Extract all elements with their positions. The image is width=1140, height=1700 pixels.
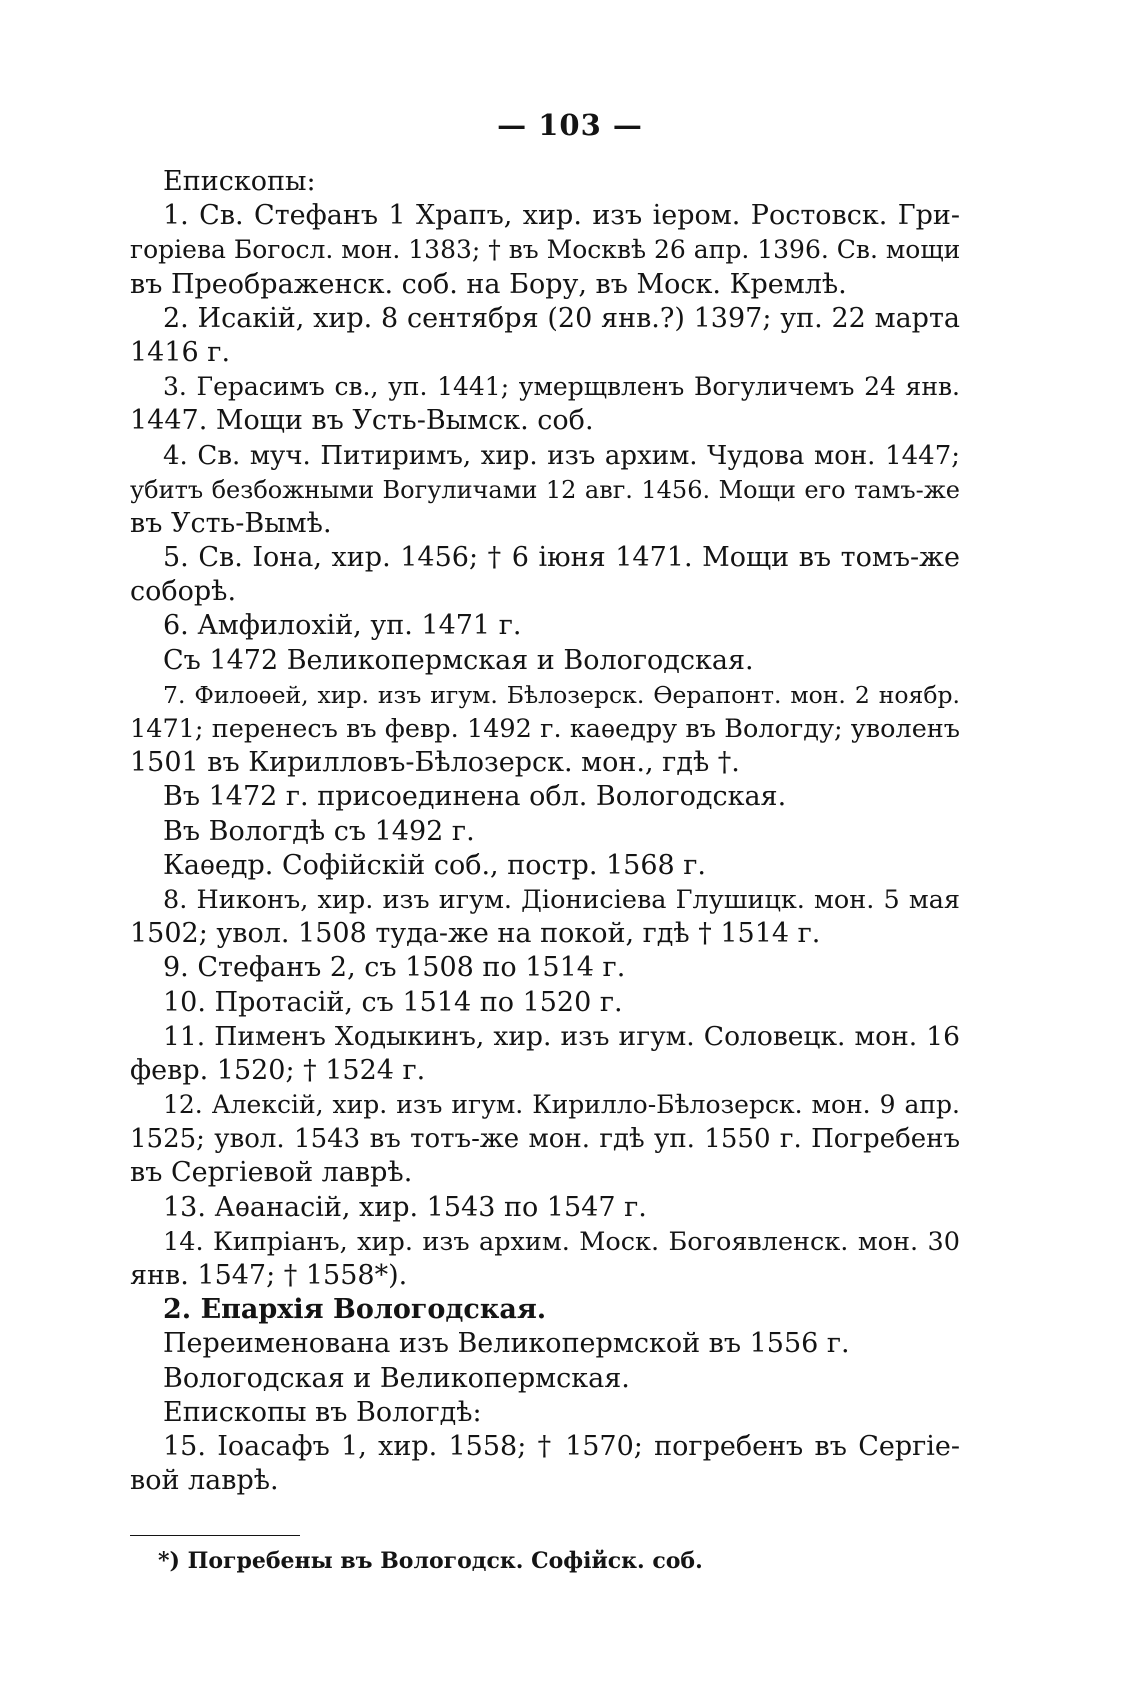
page-number: — 103 —: [497, 108, 643, 142]
text-line: 1525; увол. 1543 въ тотъ-же мон. гдѣ уп. 1550 г. Погребенъ: [130, 1124, 960, 1155]
text-line: янв. 1547; † 1558*).: [130, 1260, 408, 1291]
text-line: 14. Кипрiанъ, хир. изъ архим. Моск. Богоявленск. мон. 30: [163, 1226, 960, 1257]
text-line: Епископы въ Вологдѣ:: [163, 1396, 482, 1428]
text-line: горiева Богосл. мон. 1383; † въ Москвѣ 26 апр. 1396. Св. мощи: [130, 235, 960, 265]
text-line: 1416 г.: [130, 336, 231, 368]
text-line: 1. Св. Стефанъ 1 Храпъ, хир. изъ iером. Ростовск. Гри-: [163, 200, 960, 232]
text-line: Вологодская и Великопермская.: [163, 1362, 630, 1394]
text-line: въ Усть-Вымѣ.: [130, 507, 332, 539]
text-line: Съ 1472 Великопермская и Вологодская.: [163, 644, 754, 676]
text-line: 4. Св. муч. Питиримъ, хир. изъ архим. Чудова мон. 1447;: [163, 440, 960, 471]
text-line: 10. Протасiй, съ 1514 по 1520 г.: [163, 986, 623, 1018]
text-line: 3. Герасимъ св., уп. 1441; умерщвленъ Вогуличемъ 24 янв.: [163, 372, 960, 402]
text-line: 5. Св. Iона, хир. 1456; † 6 iюня 1471. Мощи въ томъ-же: [163, 542, 960, 574]
main-text: [130, 165, 960, 1498]
text-line: 11. Пименъ Ходыкинъ, хир. изъ игум. Соловецк. мон. 16: [163, 1020, 960, 1052]
text-line: 1502; увол. 1508 туда-же на покой, гдѣ † 1514 г.: [130, 918, 821, 950]
text-line: 9. Стефанъ 2, съ 1508 по 1514 г.: [163, 952, 626, 984]
text-line: 12. Алексiй, хир. изъ игум. Кирилло-Бѣлозерск. мон. 9 апр.: [163, 1090, 960, 1120]
text-line: вой лаврѣ.: [130, 1465, 279, 1497]
text-line: 1501 въ Кирилловъ-Бѣлозерск. мон., гдѣ †.: [130, 747, 740, 779]
text-line: 13. Аѳанасiй, хир. 1543 по 1547 г.: [163, 1191, 647, 1223]
text-line: убитъ безбожными Вогуличами 12 авг. 1456. Мощи его тамъ-же: [130, 475, 960, 504]
text-line: Епископы:: [163, 166, 316, 197]
text-line: въ Преображенск. соб. на Бору, въ Моск. Кремлѣ.: [130, 268, 847, 300]
text-line: 1471; перенесъ въ февр. 1492 г. каѳедру въ Вологду; уволенъ: [130, 714, 960, 744]
text-line: Въ Вологдѣ съ 1492 г.: [163, 815, 475, 847]
text-line: 7. Филоѳей, хир. изъ игум. Бѣлозерск. Ѳерапонт. мон. 2 ноябр.: [163, 680, 960, 709]
text-line: 6. Амфилохiй, уп. 1471 г.: [163, 610, 522, 642]
footnote-divider: [130, 1535, 300, 1536]
text-line: 1447. Мощи въ Усть-Вымск. соб.: [130, 405, 594, 437]
footnote: *) Погребены въ Вологодск. Софiйск. соб.: [158, 1548, 703, 1574]
text-line: 15. Iоасафъ 1, хир. 1558; † 1570; погребенъ въ Сергiе-: [163, 1430, 960, 1462]
text-line: Въ 1472 г. присоединена обл. Вологодская.: [163, 781, 787, 813]
text-line: соборѣ.: [130, 576, 237, 608]
text-line: въ Сергiевой лаврѣ.: [130, 1157, 413, 1189]
text-line: февр. 1520; † 1524 г.: [130, 1054, 426, 1086]
text-line: 8. Никонъ, хир. изъ игум. Дiонисiева Глушицк. мон. 5 мая: [163, 884, 960, 915]
text-line: 2. Исакiй, хир. 8 сентября (20 янв.?) 1397; уп. 22 марта: [163, 302, 960, 334]
text-line: Переименована изъ Великопермской въ 1556 г.: [163, 1328, 850, 1360]
section-heading: 2. Епархiя Вологодская.: [163, 1294, 547, 1326]
text-line: Каѳедр. Софiйскiй соб., постр. 1568 г.: [163, 849, 707, 881]
